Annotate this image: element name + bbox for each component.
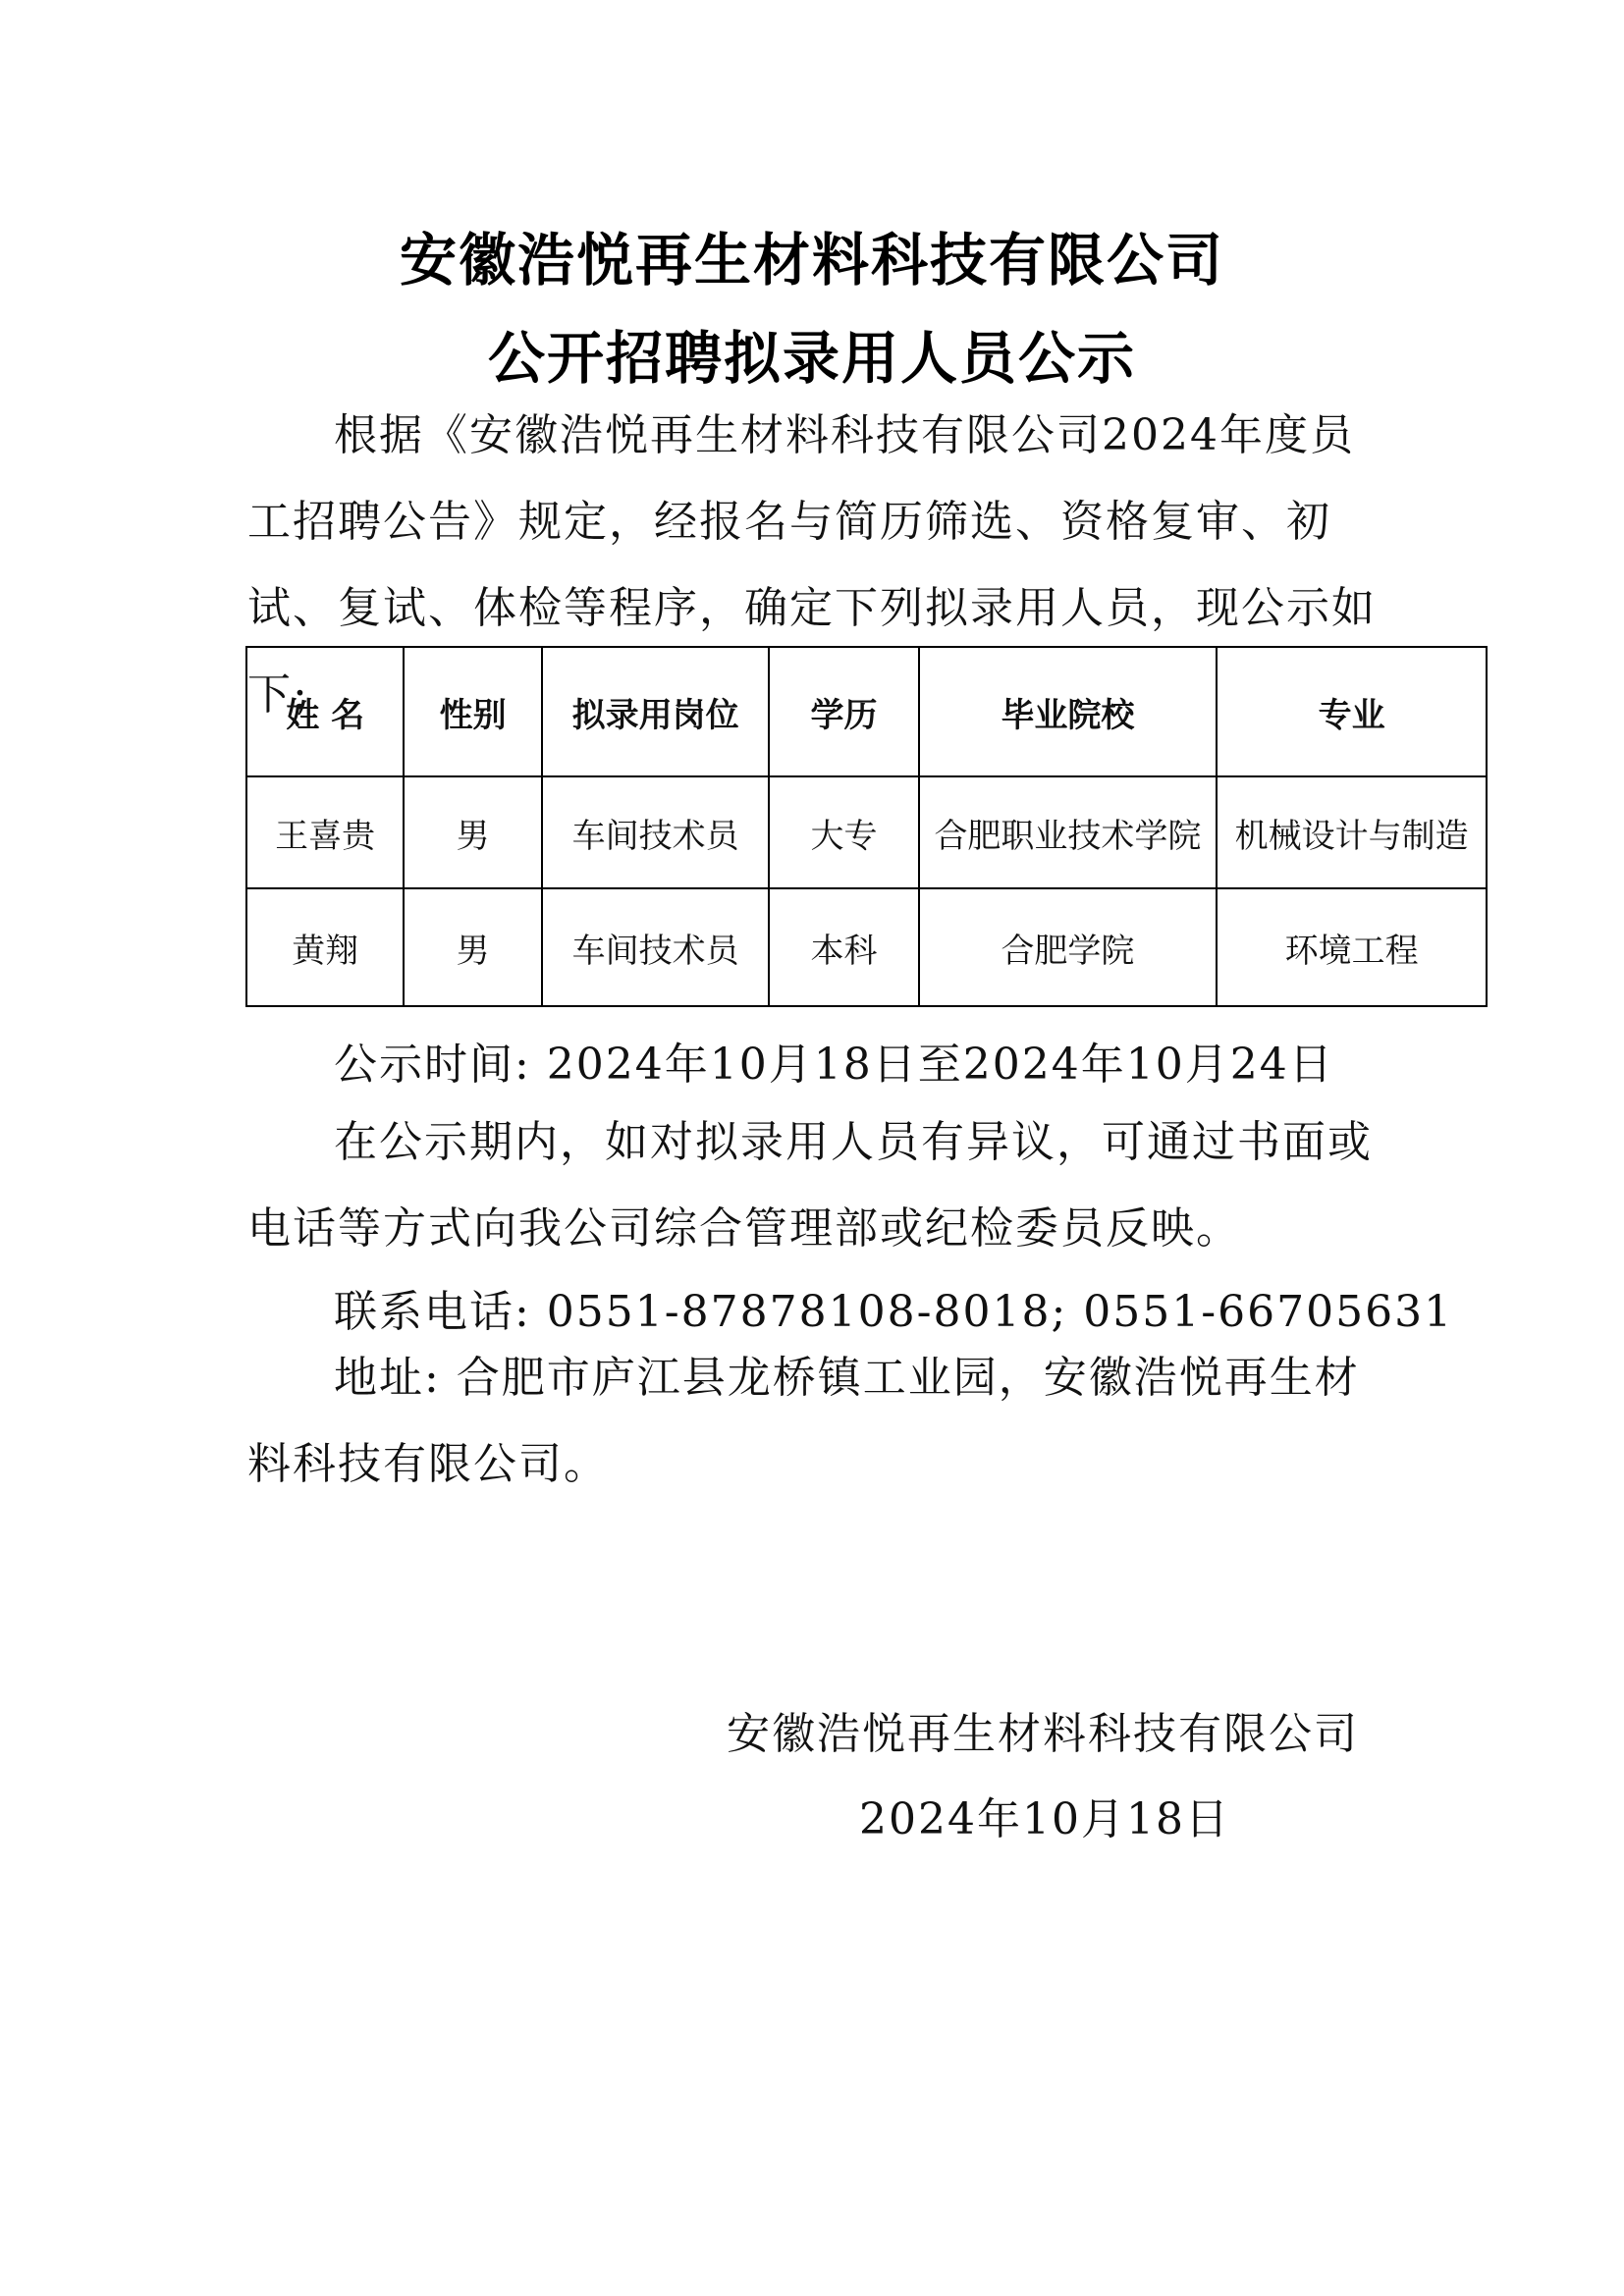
cell-name: 王喜贵	[246, 776, 404, 888]
signature-company: 安徽浩悦再生材料科技有限公司	[727, 1709, 1359, 1759]
signature-date: 2024年10月18日	[859, 1794, 1230, 1844]
cell-education: 大专	[769, 776, 918, 888]
cell-position: 车间技术员	[542, 776, 769, 888]
document-title-line1: 安徽浩悦再生材料科技有限公司	[399, 227, 1224, 294]
table-header-row	[246, 647, 1487, 776]
table-row	[246, 776, 1487, 888]
cell-school: 合肥职业技术学院	[919, 776, 1217, 888]
contact-phone: 联系电话: 0551-87878108-8018; 0551-66705631	[334, 1287, 1454, 1337]
header-position: 拟录用岗位	[542, 647, 769, 776]
cell-major: 机械设计与制造	[1217, 776, 1487, 888]
cell-gender: 男	[404, 888, 542, 1006]
header-major: 专业	[1217, 647, 1487, 776]
cell-school: 合肥学院	[919, 888, 1217, 1006]
cell-position: 车间技术员	[542, 888, 769, 1006]
table-row	[246, 888, 1487, 1006]
notice-time: 公示时间: 2024年10月18日至2024年10月24日	[334, 1040, 1334, 1090]
address-paragraph: 地址: 合肥市庐江县龙桥镇工业园，安徽浩悦再生材料科技有限公司。	[247, 1353, 1360, 1489]
cell-education: 本科	[769, 888, 918, 1006]
header-gender: 性别	[404, 647, 542, 776]
header-education: 学历	[769, 647, 918, 776]
cell-major: 环境工程	[1217, 888, 1487, 1006]
document-title-line2: 公开招聘拟录用人员公示	[487, 325, 1136, 392]
hire-table	[245, 646, 1488, 1007]
intro-paragraph: 根据《安徽浩悦再生材料科技有限公司2024年度员工招聘公告》规定，经报名与简历筛选、资格复审、初试、复试、体检等程序，确定下列拟录用人员，现公示如下:	[247, 410, 1377, 720]
header-school: 毕业院校	[919, 647, 1217, 776]
cell-gender: 男	[404, 776, 542, 888]
objection-paragraph: 在公示期内，如对拟录用人员有异议，可通过书面或电话等方式向我公司综合管理部或纪检委员反映。	[247, 1117, 1373, 1254]
header-name: 姓 名	[246, 647, 404, 776]
cell-name: 黄翔	[246, 888, 404, 1006]
